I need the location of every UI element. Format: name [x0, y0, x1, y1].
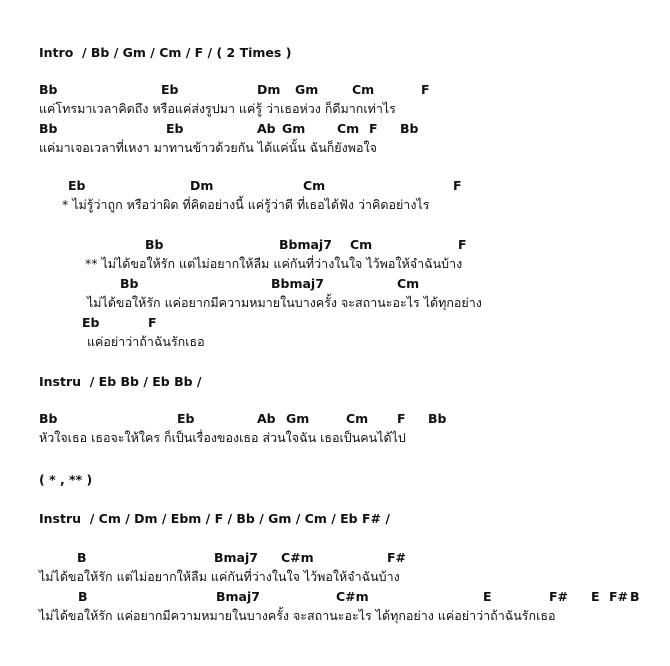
chord: Ab [257, 411, 276, 426]
chord: F# [609, 589, 629, 604]
chord: F# [387, 550, 407, 565]
chord: Dm [190, 178, 214, 193]
chord: Cm [352, 82, 375, 97]
chord: Eb [177, 411, 195, 426]
chord: Gm [295, 82, 319, 97]
chord: Bbmaj7 [279, 237, 332, 252]
chord: C#m [336, 589, 369, 604]
chord: Bbmaj7 [271, 276, 324, 291]
chord: Bb [39, 82, 58, 97]
chord: Cm [397, 276, 420, 291]
chord: Cm [350, 237, 373, 252]
chord: B [77, 550, 87, 565]
lyric-line: หัวใจเธอ เธอจะให้ใคร ก็เป็นเรื่องของเธอ ส่วนใจฉัน เธอเป็นคนได้ไป [39, 430, 406, 445]
chord: F [397, 411, 406, 426]
chord: Eb [161, 82, 179, 97]
chord: E [591, 589, 600, 604]
lyric-line: ไม่ได้ขอให้รัก แค่อยากมีความหมายในบางครั้ง จะสถานะอะไร ได้ทุกอย่าง [87, 295, 482, 310]
lyric-line: ** ไม่ได้ขอให้รัก แต่ไม่อยากให้ลืม แค่กันที่ว่างในใจ ไว้พอให้จำฉันบ้าง [85, 256, 463, 271]
chord: F [458, 237, 467, 252]
chord: Bmaj7 [214, 550, 258, 565]
lyric-line: ไม่ได้ขอให้รัก แต่ไม่อยากให้ลืม แค่กันที่ว่างในใจ ไว้พอให้จำฉันบ้าง [39, 569, 400, 584]
chord: Bb [39, 411, 58, 426]
chord: B [630, 589, 640, 604]
chord: Ab [257, 121, 276, 136]
chord: F [148, 315, 157, 330]
chord: B [78, 589, 88, 604]
chord: Bb [145, 237, 164, 252]
chord: Dm [257, 82, 281, 97]
chord: Gm [286, 411, 310, 426]
chord: Gm [282, 121, 306, 136]
chord: C#m [281, 550, 314, 565]
chord: Bb [39, 121, 58, 136]
chord: Eb [68, 178, 86, 193]
chord: F# [549, 589, 569, 604]
lyric-line: แค่โทรมาเวลาคิดถึง หรือแค่ส่งรูปมา แค่รู้ ว่าเธอห่วง ก็ดีมากเท่าไร [39, 101, 396, 116]
chord: Bb [120, 276, 139, 291]
instru-line: Instru / Eb Bb / Eb Bb / [39, 374, 202, 389]
lyric-line: แค่อย่าว่าถ้าฉันรักเธอ [87, 334, 205, 349]
chord: Bb [400, 121, 419, 136]
lyric-line: ไม่ได้ขอให้รัก แค่อยากมีความหมายในบางครั้ง จะสถานะอะไร ได้ทุกอย่าง แค่อย่าว่าถ้าฉันรักเธอ [39, 608, 556, 623]
intro-line: Intro / Bb / Gm / Cm / F / ( 2 Times ) [39, 45, 292, 60]
chord: F [421, 82, 430, 97]
chord: E [483, 589, 492, 604]
chord: Cm [346, 411, 369, 426]
chord: Bb [428, 411, 447, 426]
chord: F [369, 121, 378, 136]
chord: Bmaj7 [216, 589, 260, 604]
instru-line: Instru / Cm / Dm / Ebm / F / Bb / Gm / Cm / Eb F# / [39, 511, 390, 526]
chord: Eb [82, 315, 100, 330]
chord: Cm [303, 178, 326, 193]
chord: Cm [337, 121, 360, 136]
lyric-line: แค่มาเจอเวลาที่เหงา มาทานข้าวด้วยกัน ได้แค่นั้น ฉันก็ยังพอใจ [39, 140, 377, 155]
chord: F [453, 178, 462, 193]
repeat-marker: ( * , ** ) [39, 472, 93, 487]
lyric-line: * ไม่รู้ว่าถูก หรือว่าผิด ที่คิดอย่างนี้ แค่รู้ว่าดี ที่เธอได้ฟัง ว่าคิดอย่างไร [62, 197, 430, 212]
chord: Eb [166, 121, 184, 136]
